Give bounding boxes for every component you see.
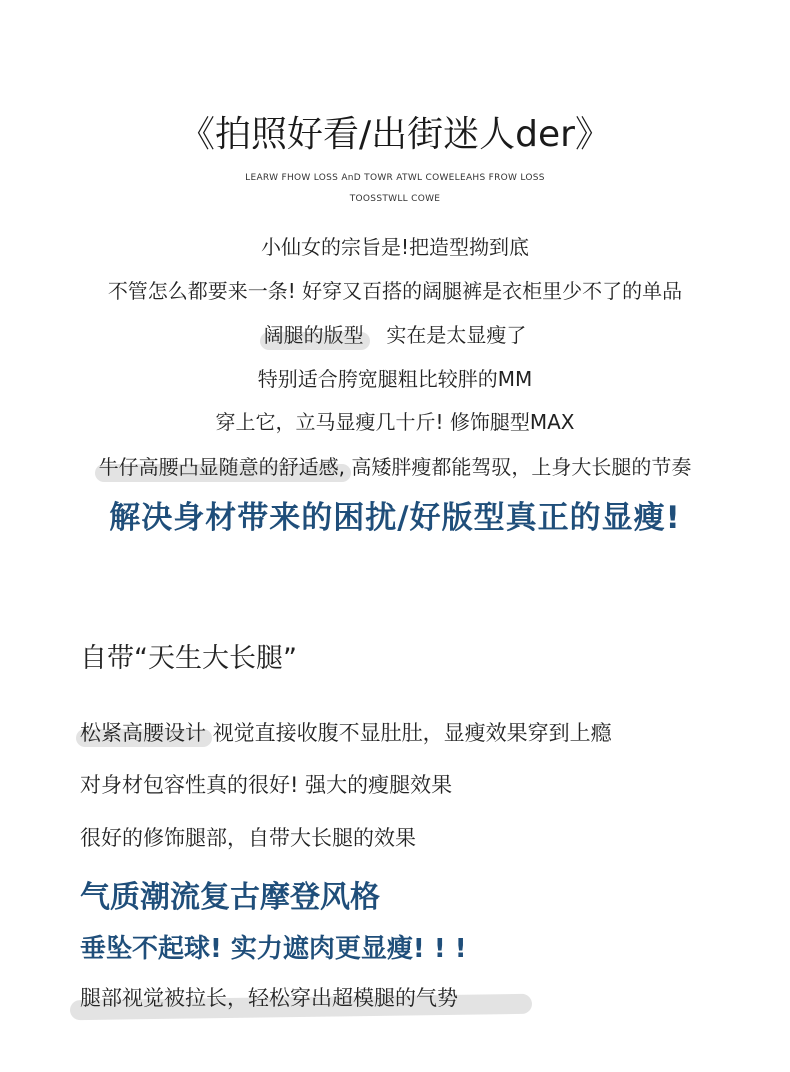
subtitle-line-1: LEARW FHOW LOSS AnD TOWR ATWL COWELEAHS FROW LOSS [245,173,545,183]
feature-line-1 [80,718,612,748]
intro-line-4: 特别适合胯宽腿粗比较胖的MM [257,367,533,391]
slogan: 解决身材带来的困扰/好版型真正的显瘦! [109,500,681,536]
highlight-denim-high-waist: 牛仔高腰凸显随意的舒适感, [98,455,345,479]
intro-line-2: 不管怎么都要来一条! 好穿又百搭的阔腿裤是衣柜里少不了的单品 [107,279,683,303]
intro-line-6-rest: 高矮胖瘦都能驾驭，上身大长腿的节奏 [351,455,692,479]
feature-last-line: 腿部视觉被拉长，轻松穿出超模腿的气势 [80,986,458,1010]
intro-line-6 [0,453,790,481]
section-heading: 自带“天生大长腿” [80,643,297,674]
intro-line-3-rest: 实在是太显瘦了 [386,323,527,347]
highlight-wide-leg-cut: 阔腿的版型 [263,323,364,347]
page-title: 《拍照好看/出街迷人der》 [179,114,611,155]
highlight-elastic-waist: 松紧高腰设计 [80,718,206,748]
intro-line-5: 穿上它，立马显瘦几十斤! 修饰腿型MAX [215,410,575,434]
blue-heading-drape: 垂坠不起球! 实力遮肉更显瘦! ! ! [80,934,467,964]
blue-heading-style: 气质潮流复古摩登风格 [80,880,380,915]
feature-line-1-rest: 视觉直接收腹不显肚肚，显瘦效果穿到上瘾 [212,721,612,745]
intro-line-1: 小仙女的宗旨是!把造型拗到底 [260,235,530,259]
subtitle-line-2: TOOSSTWLL COWE [349,194,441,204]
intro-line-3 [0,321,790,349]
feature-line-2: 对身材包容性真的很好! 强大的瘦腿效果 [80,773,453,797]
feature-line-3: 很好的修饰腿部，自带大长腿的效果 [80,826,416,850]
